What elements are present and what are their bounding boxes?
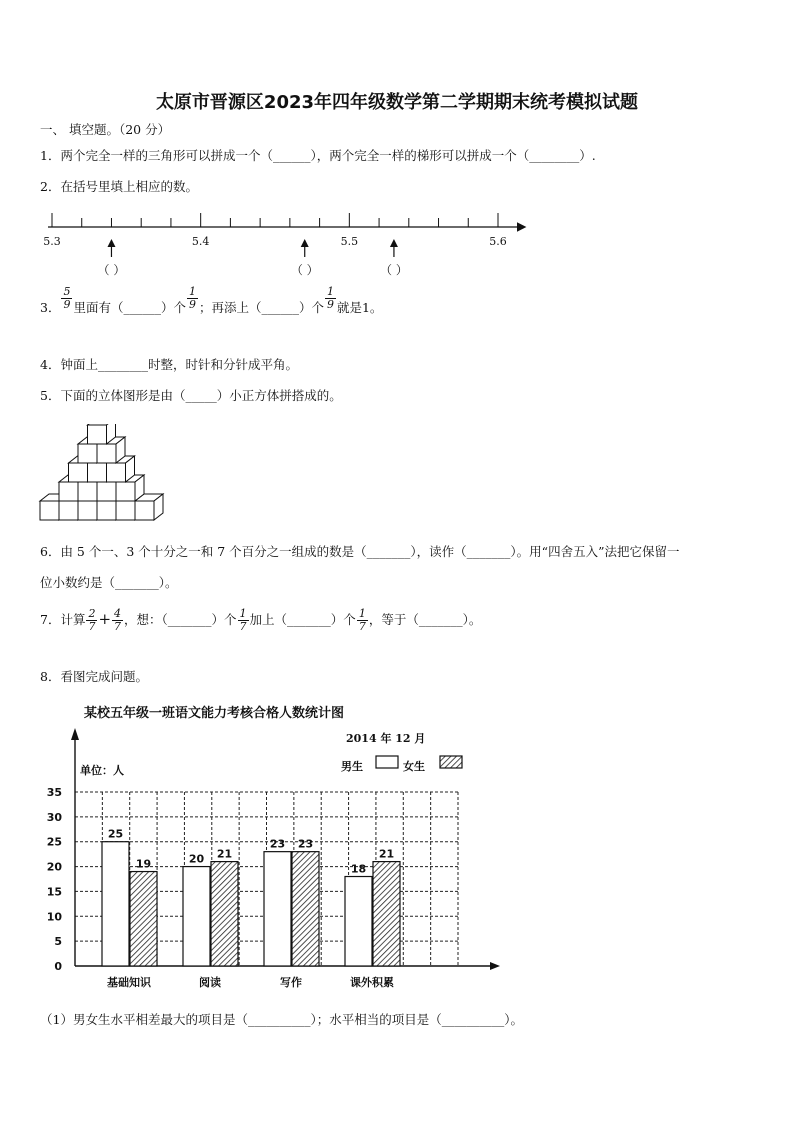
cube-stack-figure: [36, 424, 166, 529]
q3-text-1: 里面有（______）个: [73, 300, 186, 315]
number-line-label: 5.5: [340, 235, 359, 248]
bar-value-label: 21: [216, 847, 233, 861]
q3-number: 3．: [40, 300, 61, 315]
legend-swatch-female: [440, 756, 462, 768]
number-line-label: 5.4: [191, 235, 210, 248]
question-8: 8．看图完成问题。: [40, 669, 148, 684]
category-label: 阅读: [199, 976, 221, 989]
fraction-1-7-b: $\frac{1}{7}$: [358, 607, 366, 633]
number-line: [40, 203, 540, 283]
y-axis-arrow-icon: [71, 728, 79, 740]
chart-unit: 单位：人: [80, 764, 124, 777]
fraction-4-7: $\frac{4}{7}$: [114, 607, 122, 633]
question-1: 1．两个完全一样的三角形可以拼成一个（______），两个完全一样的梯形可以拼成一个（________）.: [40, 148, 596, 163]
y-tick-label: 35: [46, 786, 62, 799]
y-tick-label: 20: [46, 860, 62, 874]
pointer-arrowhead-icon: [390, 239, 398, 247]
question-3: [40, 285, 383, 321]
q3-text-3: 就是1。: [336, 300, 383, 315]
q7-text-3: ，等于（_______）。: [368, 612, 482, 627]
legend-label-male: 男生: [341, 760, 363, 773]
y-tick-label: 15: [46, 885, 62, 899]
category-label: 课外积累: [350, 976, 394, 989]
answer-blank: （ ）: [290, 263, 319, 277]
answer-blank: （ ）: [97, 263, 126, 277]
y-tick-label: 0: [54, 960, 62, 973]
bar-male: [102, 842, 129, 966]
fraction-1-9-b: $\frac{1}{9}$: [326, 285, 334, 311]
category-label: 写作: [280, 976, 302, 989]
x-axis-arrow-icon: [490, 962, 500, 970]
fraction-1-9-a: $\frac{1}{9}$: [188, 285, 196, 311]
question-6-line-2: 位小数约是（_______）。: [40, 575, 178, 590]
legend-label-female: 女生: [403, 760, 425, 773]
bar-male: [264, 852, 291, 966]
section-heading: 一、 填空题。（20 分）: [40, 122, 171, 137]
y-tick-label: 30: [46, 810, 62, 824]
pointer-arrowhead-icon: [301, 239, 309, 247]
q7-text-2: 加上（_______）个: [249, 612, 356, 627]
bar-male: [183, 867, 210, 966]
fraction-2-7: $\frac{2}{7}$: [88, 607, 96, 633]
question-5: 5．下面的立体图形是由（_____）小正方体拼搭成的。: [40, 388, 342, 403]
q3-text-2: ；再添上（______）个: [198, 300, 324, 315]
q7-text-1: ，想：（_______）个: [124, 612, 237, 627]
chart-title: 某校五年级一班语文能力考核合格人数统计图: [84, 706, 345, 721]
bar-value-label: 18: [350, 862, 367, 876]
question-2: 2．在括号里填上相应的数。: [40, 179, 198, 194]
bar-female: [373, 862, 400, 966]
chart-date: 2014 年 12 月: [346, 732, 426, 745]
page-title: 太原市晋源区2023年四年级数学第二学期期末统考模拟试题: [155, 92, 639, 113]
pointer-arrowhead-icon: [107, 239, 115, 247]
number-line-label: 5.3: [43, 235, 61, 248]
q7-number: 7．计算: [40, 612, 86, 627]
category-label: 基础知识: [107, 976, 151, 989]
legend-swatch-male: [376, 756, 398, 768]
bar-value-label: 20: [188, 852, 205, 866]
bar-male: [345, 877, 372, 966]
bar-chart: [0, 720, 520, 1000]
question-8-1: （1）男女生水平相差最大的项目是（__________）；水平相当的项目是（__________）。: [40, 1012, 523, 1027]
y-tick-label: 5: [54, 935, 62, 949]
answer-blank: （ ）: [380, 263, 408, 277]
bar-female: [130, 872, 157, 966]
bar-female: [292, 852, 319, 966]
bar-female: [211, 862, 238, 966]
fraction-1-7-a: $\frac{1}{7}$: [239, 607, 247, 633]
y-tick-label: 25: [46, 835, 62, 849]
question-4: 4．钟面上________时整，时针和分针成平角。: [40, 357, 298, 372]
plus-sign: +: [98, 610, 112, 628]
number-line-label: 5.6: [489, 235, 507, 248]
question-6-line-1: 6．由 5 个一、3 个十分之一和 7 个百分之一组成的数是（_______），读作（_______）。用“四舍五入”法把它保留一: [40, 544, 680, 559]
question-7: [40, 608, 481, 633]
bar-value-label: 19: [135, 857, 152, 871]
y-tick-label: 10: [46, 910, 62, 924]
bar-value-label: 25: [107, 827, 124, 841]
bar-value-label: 21: [378, 847, 395, 861]
fraction-5-9: $\frac{5}{9}$: [63, 285, 71, 311]
bar-value-label: 23: [269, 837, 286, 851]
bar-value-label: 23: [297, 837, 314, 851]
